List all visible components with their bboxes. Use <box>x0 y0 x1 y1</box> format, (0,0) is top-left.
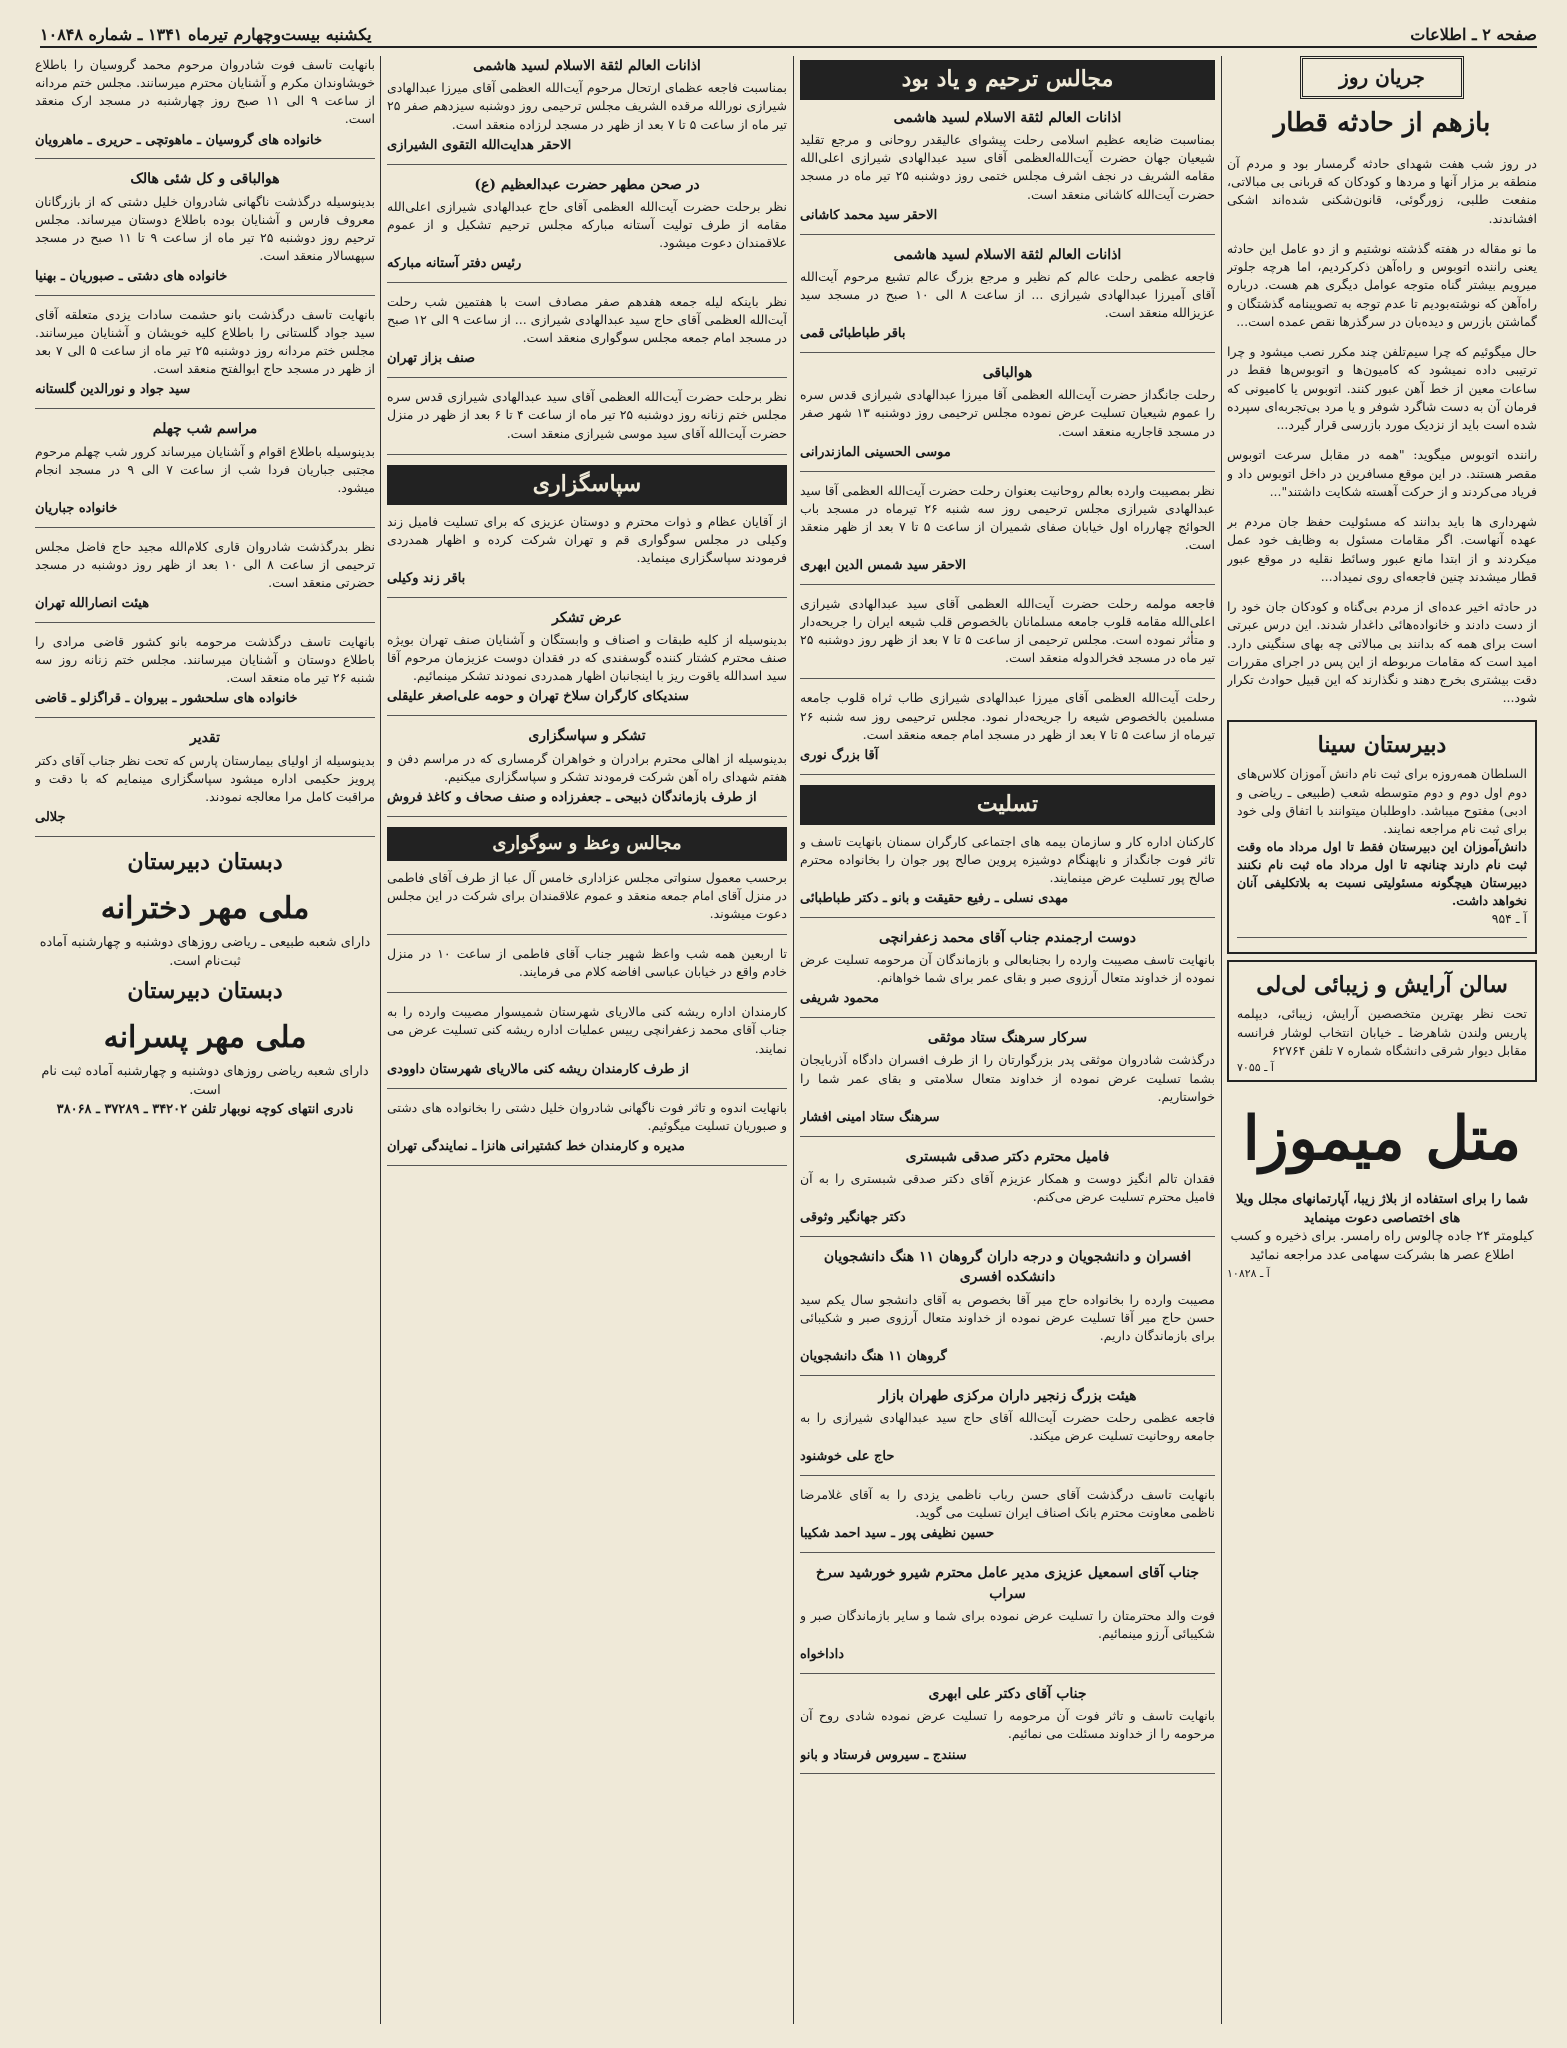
notice <box>387 869 787 935</box>
notice <box>35 538 375 623</box>
notice-signature: خانواده های سلحشور ـ بیروان ـ قراگزلو ـ قاضی <box>35 691 298 707</box>
notice-signature: خانواده های گروسیان ـ ماهوتچی ـ حریری ـ ماهرویان <box>35 132 323 148</box>
notice <box>800 245 1215 354</box>
notice-text: بانهایت اندوه و تاثر فوت ناگهانی شادروان خلیل دشتی را بخانواده های دشتی و صبوریان تسلیت میگوئیم. <box>387 1099 787 1133</box>
thanks-notices <box>387 513 787 817</box>
notice-text: رحلت آیت‌الله العظمی آقای میرزا عبدالهادی شیرازی طاب ثراه قلوب جامعه مسلمین بالخصوص شیعه را جریحه‌دار نمود. مجلس ترحیمی روز سه شنبه ۲۶ تیرماه از ساعت ۵ تا ۷ بعد از ظهر در مسجد امام جمعه منعقد است. <box>800 690 1215 742</box>
ad-hotel-sub: کیلومتر ۲۴ جاده چالوس راه رامسر. برای ذخیره و کسب اطلاع عصر ها بشرکت سهامی عدد مراجعه نمائید <box>1230 1229 1534 1264</box>
notice <box>35 169 375 296</box>
sermon-notices <box>387 869 787 1166</box>
notice-signature: مهدی نسلی ـ رفیع حقیقت و بانو ـ دکتر طباطبائی <box>800 890 1069 906</box>
notice-signature: باقر زند وکیلی <box>387 570 466 586</box>
notice <box>800 363 1215 472</box>
notice-title: اذانات العالم لثقة الاسلام لسید هاشمی <box>473 58 701 74</box>
notice-signature: محمود شریفی <box>800 991 879 1007</box>
notice-signature: آقا بزرگ نوری <box>800 747 879 763</box>
feature-label: جریان روز <box>1300 56 1464 99</box>
notice <box>800 595 1215 680</box>
notice-title: اذانات العالم لثقة الاسلام لسید هاشمی <box>893 109 1122 126</box>
notice-text: نظر بدرگذشت شادروان قاری کلام‌الله مجید حاج فاضل مجلس ترحیمی از ساعت ۸ الی ۱۰ بعد از ظهر روز دوشنبه در مسجد حضرتی منعقد است. <box>35 538 375 591</box>
notice <box>800 1684 1215 1774</box>
notice <box>800 108 1215 235</box>
notice-signature: حسین نظیفی پور ـ سید احمد شکیبا <box>800 1526 995 1542</box>
notice-signature: گروهان ۱۱ هنگ دانشجویان <box>800 1349 947 1364</box>
notice-title: هوالباقی <box>982 365 1033 382</box>
notice-title: دوست ارجمندم جناب آقای محمد زعفرانچی <box>878 929 1136 946</box>
notice-text: از آقایان عظام و ذوات محترم و دوستان عزیزی که برای تسلیت فامیل زند وکیلی در مجلس سوگواری قم و تهران شرکت کرده و اظهار همدردی فرمودند سپاسگزاری مینماید. <box>387 513 787 565</box>
notice <box>35 633 375 718</box>
notice-signature: سرهنگ ستاد امینی افشار <box>800 1109 940 1125</box>
section-banner-thanks: سپاسگزاری <box>387 465 787 505</box>
article-paragraph: راننده اتوبوس میگوید: "همه در مقابل سرعت اتوبوس مقصر هستند. در این موقع مسافرین در داخل اتوبوس داد و فریاد می‌کردند و از حرکت آهسته شکایت داشتند"... <box>1227 447 1537 499</box>
notice-signature: هیئت انصارالله تهران <box>35 596 150 612</box>
section-banner-memorials: مجالس ترحیم و یاد بود <box>800 60 1215 100</box>
notice-signature: جلالی <box>35 809 66 825</box>
notice <box>35 419 375 528</box>
notice-signature: الاحقر سید محمد کاشانی <box>800 207 938 223</box>
notice-text: بانهایت تاسف فوت شادروان مرحوم محمد گروسیان را باطلاع خویشاوندان مکرم و آشنایان محترم میرسانند. مجلس ختم مردانه از ساعت ۹ الی ۱۱ صبح روز چهارشنبه در مسجد ارک منعقد است. <box>35 57 375 127</box>
ad-school-text: السلطان همه‌روزه برای ثبت نام دانش آموزان کلاس‌های دوم اول دوم و دوم متوسطه شعب (طبیعی ـ ریاضی و ادبی) مفتوح میباشد. داوطلبان میتوانند با اتفاق ولی خود برای ثبت نام مراجعه نمایند. <box>1237 766 1527 836</box>
notice-title: جناب آقای اسمعیل عزیزی مدیر عامل محترم شیرو خورشید سرخ سراب <box>815 1565 1200 1602</box>
memorial-notices <box>800 108 1215 775</box>
notice-title: فامیل محترم دکتر صدقی شبستری <box>905 1148 1110 1165</box>
notice-signature: دکتر جهانگیر وثوقی <box>800 1210 906 1226</box>
memorial-notices <box>387 56 787 455</box>
notice <box>35 306 375 409</box>
notice <box>800 833 1215 918</box>
notice-text: بانهایت تاسف مصیبت وارده را بجنابعالی و بازماندگان آن مرحومه تسلیت عرض نموده از خداوند متعال آرزوی صبر و بقای عمر برای شما خواهانم. <box>800 952 1215 986</box>
notice-signature: صنف بزاز تهران <box>387 351 476 367</box>
ad-boys-text: دارای شعبه ریاضی روزهای دوشنبه و چهارشنبه آماده ثبت نام است. <box>41 1064 369 1099</box>
memorial-notices <box>35 56 375 837</box>
article-paragraph: شهرداری ها باید بدانند که مسئولیت حفظ جان مردم بر عهده آنهاست. اگر مقامات مسئول به وظایف خود عمل میکردند و از ابتدا مانع عبور وسائط نقلیه در موقع عبور قطار میشدند چنین فاجعه‌ای روی نمیداد... <box>1227 514 1537 584</box>
notice <box>35 56 375 159</box>
notice-signature: حاج علی خوشنود <box>800 1449 895 1465</box>
notice-text: بدینوسیله از کلیه طبقات و اصناف و وابستگان و آشنایان صنف تهران بویژه صنف محترم کشتار کننده گوسفندی که در فقدان دوست عزیزمان مرحوم آقا سید اسدالله یاقوت ریز با اینجانبان اظهار همدردی نمودند تشکر مینمائیم. <box>387 632 787 684</box>
notice-text: درگذشت شادروان موثقی پدر بزرگوارتان را از طرف افسران دادگاه آذربایجان بشما تسلیت عرض نموده از خداوند متعال سلامتی و بقای عمر شما را خواستاریم. <box>800 1052 1215 1104</box>
section-banner-condolence: تسلیت <box>800 785 1215 825</box>
notice-text: رحلت جانگداز حضرت آیت‌الله العظمی آقا میرزا عبدالهادی شیرازی قدس سره را عموم شیعیان تسلیت عرض نموده مجلس ترحیمی روز دوشنبه ۱۳ شهر صفر در مسجد قاجاریه منعقد است. <box>800 387 1215 439</box>
column-4 <box>35 56 375 2024</box>
ad-salon-code: آ ـ ۷۰۵۵ <box>1237 1060 1274 1074</box>
notice-text: فوت والد محترمتان را تسلیت عرض نموده برای شما و سایر بازماندگان صبر و شکیبائی آرزو مینمائیم. <box>800 1607 1215 1642</box>
notice-signature: الاحقر هدایت‌الله التقوی الشیرازی <box>387 137 572 153</box>
notice-title: مراسم شب چهلم <box>152 421 258 438</box>
column-divider <box>1221 56 1222 2024</box>
ad-school-note: دانش‌آموزان این دبیرستان فقط تا اول مرداد ماه وقت ثبت نام دارند چنانچه تا اول مرداد ماه ثبت نام نکنند دبیرستان هیچگونه مسئولیتی نسبت به بلاتکلیفی آنان نخواهد داشت. <box>1237 838 1527 909</box>
ad-hotel-code: آ ـ ۱۰۸۲۸ <box>1227 1267 1270 1281</box>
notice-text: فقدان تالم انگیز دوست و همکار عزیزم آقای دکتر صدقی شبستری را به آن فامیل محترم تسلیت عرض می‌کنم. <box>800 1170 1215 1205</box>
notice-text: نظر بمصیبت وارده بعالم روحانیت بعنوان رحلت حضرت آیت‌الله العظمی آقا سید عبدالهادی شیرازی مجلس ترحیمی روز سه شنبه ۲۶ تیرماه در مسجد باب الحوائج چهارراه اول خیابان صفای شمیران از ساعت ۵ تا ۷ بعد از ظهر منعقد است. <box>800 482 1215 552</box>
notice-signature: داداخواه <box>800 1647 844 1663</box>
notice <box>387 513 787 598</box>
notice-title: عرض تشکر <box>552 609 622 626</box>
ad-boys-school <box>35 976 375 1120</box>
notice <box>387 56 787 165</box>
ad-girls-title: ملی مهر دخترانه <box>100 890 310 926</box>
masthead-date: یکشنبه بیست‌وچهارم تیرماه ۱۳۴۱ ـ شماره ۱۰۸۴۸ <box>40 24 372 44</box>
notice-signature: از طرف بازماندگان ذبیحی ـ جعفرزاده و صنف صحاف و کاغذ فروش <box>387 789 757 805</box>
notice <box>387 388 787 454</box>
ad-girls-school <box>35 847 375 972</box>
notice-text: بانهایت تاسف درگذشت بانو حشمت سادات یزدی متعلقه آقای سید جواد گلستانی را باطلاع کلیه خویشان و آشنایان میرسانند. مجلس ختم مردانه روز دوشنبه ۲۵ تیر ماه از ساعت ۵ الی ۷ بعد از ظهر در مسجد حاج ابوالفتح منعقد است. <box>35 306 375 377</box>
section-banner-sermons: مجالس وعظ و سوگواری <box>387 827 787 861</box>
notice <box>800 1386 1215 1476</box>
condolence-notices <box>800 833 1215 1775</box>
notice-title: جناب آقای دکتر علی ابهری <box>928 1686 1087 1703</box>
notice-signature: مدیره و کارمندان خط کشتیرانی هانزا ـ نمایندگی تهران <box>387 1138 685 1154</box>
notice-title: هوالباقی و کل شئی هالک <box>130 171 280 188</box>
ad-school-address: نادری انتهای کوچه نوبهار تلفن ۳۴۲۰۲ ـ ۳۷۲۸۹ ـ ۳۸۰۶۸ <box>56 1101 354 1117</box>
notice-title: سرکار سرهنگ ستاد موثقی <box>927 1030 1088 1047</box>
notice-signature: سندیکای کارگران سلاخ تهران و حومه علی‌اصغر علیقلی <box>387 689 689 705</box>
notice-text: مصیبت وارده را بخانواده حاج میر آقا بخصوص به آقای دانشجو سال یکم سید حسن حاج میر آقا تسلیت عرض نموده از خداوند متعال آرزوی صبر و شکیبائی برای بازماندگان داریم. <box>800 1291 1215 1343</box>
notice <box>800 1563 1215 1674</box>
notice-text: بدینوسیله از اولیای بیمارستان پارس که تحت نظر جناب آقای دکتر پرویز حکیمی اداره میشود سپاسگزاری مینمایم که با دقت و مراقبت کامل مرا معالجه نمودند. <box>35 752 375 804</box>
notice-text: بدینوسیله باطلاع اقوام و آشنایان میرساند کرور شب چهلم مرحوم مجتبی جباریان فردا شب از ساعت ۷ الی ۹ در مسجد انجام میشود. <box>35 443 375 495</box>
ad-school <box>1227 720 1537 954</box>
ad-hotel-title: متل میموزا <box>1242 1103 1522 1174</box>
notice <box>387 293 787 378</box>
article-body <box>1227 155 1537 707</box>
ad-school-title: دبیرستان سینا <box>1317 731 1447 758</box>
notice-text: بدینوسیله از اهالی محترم برادران و خواهران گرمساری که در مراسم دفن و هفتم شهدای راه آهن شرکت فرمودند تشکر و سپاسگزاری میکنیم. <box>387 750 787 784</box>
masthead <box>40 22 1537 48</box>
notice-text: برحسب معمول سنواتی مجلس عزاداری خامس آل عبا از طرف آقای فاطمی در منزل آقای امام جمعه منعقد و عموم علاقمندان برای شرکت در این مجلس دعوت میشوند. <box>387 869 787 921</box>
notice <box>800 1147 1215 1237</box>
notice-text: کارکنان اداره کار و سازمان بیمه های اجتماعی کارگران سمنان بانهایت تاسف و تاثر فوت جانگداز و ناپهنگام دوشیزه پروین صالح پور جوان را بخانواده محترم صالح پور تسلیت عرض مینمایند. <box>800 833 1215 885</box>
notice-text: بمناسبت فاجعه عظمای ارتحال مرحوم آیت‌الله العظمی آقای میرزا عبدالهادی شیرازی نورالله مرقده الشریف مجلس ترحیمی روز دوشنبه سیزدهم صفر ۲۵ تیر ماه از ساعت ۵ تا ۷ بعد از ظهر در مسجد لرزاده منعقد است. <box>387 80 787 132</box>
ad-boys-label: دبستان دبیرستان <box>127 977 283 1004</box>
notice-text: نظر برحلت حضرت آیت‌الله العظمی آقای سید عبدالهادی شیرازی قدس سره مجلس ختم زنانه روز دوشنبه ۲۵ تیر ماه از ساعت ۴ تا ۶ بعد از ظهر در منزل حضرت آیت‌الله آقای سید موسی شیرازی منعقد است. <box>387 389 787 441</box>
column-3 <box>387 56 787 2024</box>
notice-signature: الاحقر سید شمس الدین ابهری <box>800 558 967 574</box>
notice-text: نظر باینکه لیله جمعه هفدهم صفر مصادف است با هفتمین شب رحلت آیت‌الله العظمی آقای حاج سید عبدالهادی شیرازی ... از ساعت ۹ الی ۱۲ صبح در مسجد امام جمعه مجلس سوگواری منعقد است. <box>387 294 787 346</box>
notice <box>387 1099 787 1166</box>
notice-text: فاجعه عظمی رحلت حضرت آیت‌الله آقای حاج سید عبدالهادی شیرازی را به جامعه روحانیت تسلیت عرض میکند. <box>800 1410 1215 1444</box>
ad-salon-title: سالن آرایش و زیبائی لی‌لی <box>1256 971 1508 998</box>
notice-text: فاجعه مولمه رحلت حضرت آیت‌الله العظمی آقای سید عبدالهادی شیرازی اعلی‌الله مقامه قلوب جامعه مسلمانان بالخصوص قلب شیعه ایران را جریحه‌دار و متأثر نموده است. مجلس ترحیمی از ساعت ۵ تا ۷ بعد از ظهر روز دوشنبه ۲۵ تیر ماه در مسجد فخرالدوله منعقد است. <box>800 595 1215 666</box>
ad-salon <box>1227 960 1537 1082</box>
notice <box>800 482 1215 585</box>
notice-title: تشکر و سپاسگزاری <box>528 728 646 745</box>
notice-text: نظر برحلت حضرت آیت‌الله العظمی آقای حاج عبدالهادی شیرازی اعلی‌الله مقامه از طرف تولیت آستانه مبارکه مجلس ترحیم تشکیل و از عموم علاقمندان دعوت میشود. <box>387 198 787 251</box>
ad-boys-title: ملی مهر پسرانه <box>103 1019 307 1055</box>
notice <box>387 945 787 993</box>
notice-text: بانهایت تاسف و تاثر فوت آن مرحومه را تسلیت عرض نموده شادی روح آن مرحومه را از خداوند مسئلت می نمائیم. <box>800 1708 1215 1742</box>
column-divider <box>793 56 794 2024</box>
ad-hotel <box>1227 1096 1537 1282</box>
notice-signature: سید جواد و نورالدین گلستانه <box>35 382 191 398</box>
notice <box>35 728 375 837</box>
notice-signature: باقر طباطبائی قمی <box>800 326 906 342</box>
ad-girls-label: دبستان دبیرستان <box>127 848 283 875</box>
article-paragraph: حال میگوئیم که چرا سیم‌تلفن چند مکرر نصب میشود و چرا ترتیبی داده نمیشود که کامیون‌ها و اتوبوس‌ها فقط در ساعات معین از خط آهن عبور کنند. اتوبوس یا کامیونی که فرمان آن به دست شاگرد شوفر و یا مرد بی‌تجربه‌ای سپرده شده است باید از نزدیک مورد بازرسی قرار گیرد... <box>1227 344 1537 432</box>
notice <box>800 928 1215 1018</box>
notice-signature: از طرف کارمندان ریشه کنی مالاریای شهرستان داوودی <box>387 1061 689 1077</box>
article-paragraph: در حادثه اخیر عده‌ای از مردم بی‌گناه و کودکان جان خود را از دست دادند و خانواده‌هائی داغدار شدند. این درس عبرتی است برای همه که بدانند بی مبالاتی چه بهای سنگینی دارد. امید است که مقامات مربوطه از این پس در اجرای مقررات دقت بیشتری بخرج دهند و نگذارند که این قبیل حوادث تکرار شود... <box>1227 599 1537 705</box>
column-divider <box>380 56 381 2024</box>
notice <box>387 608 787 717</box>
notice-signature: رئیس دفتر آستانه مبارکه <box>387 256 522 272</box>
article-paragraph: در روز شب هفت شهدای حادثه گرمسار بود و مردم آن منطقه بر مزار آنها و مردها و کودکان که قربانی بی مبالاتی، منفعت طلبی، زورگوئی، قانون‌شکنی شده‌اند اشکی افشاندند. <box>1227 156 1537 226</box>
notice-text: تا اربعین همه شب واعظ شهیر جناب آقای فاطمی از ساعت ۱۰ در منزل خادم واقع در خیابان عباسی افاضه کلام می فرمایند. <box>387 946 787 980</box>
ad-salon-text: تحت نظر بهترین متخصصین آرایش، زیبائی، دیپلمه پاریس ولندن شاهرضا ـ خیابان انتخاب لوشار فرانسه مقابل دیوار شرقی دانشگاه شماره ۷ تلفن ۶۲۷۶۴ <box>1237 1006 1527 1058</box>
notice <box>387 175 787 284</box>
notice-title: اذانات العالم لثقة الاسلام لسید هاشمی <box>893 246 1122 263</box>
notice-text: فاجعه عظمی رحلت عالم کم نظیر و مرجع بزرگ عالم تشیع مرحوم آیت‌الله آقای آمیرزا عبدالهادی شیرازی ... از ساعت ۸ الی ۱۰ صبح در مسجد سید عزیزالله منعقد است. <box>800 268 1215 321</box>
notice <box>800 1486 1215 1553</box>
notice-title: تقدیر <box>190 730 220 747</box>
notice-text: بمناسبت ضایعه عظیم اسلامی رحلت پیشوای عالیقدر روحانی و مرجع تقلید شیعیان جهان حضرت آیت‌الله‌العظمی آقای سید عبدالهادی شیرازی اعلی‌الله مقامه الشریف در نجف اشرف مجلس ختمی روز دوشنبه ۲۵ تیر ماه در مسجد حضرت آیت‌الله کاشانی منعقد است. <box>800 132 1215 202</box>
notice-text: کارمندان اداره ریشه کنی مالاریای شهرستان شمیسوار مصیبت وارده را به جناب آقای محمد زعفرانچی رییس عملیات اداره ریشه کنی تسلیت عرض می نمایند. <box>387 1004 787 1056</box>
notice-title: هیئت بزرگ زنجیر داران مرکزی طهران بازار <box>878 1387 1137 1404</box>
notice <box>387 726 787 816</box>
ad-girls-text: دارای شعبه طبیعی ـ ریاضی روزهای دوشنبه و چهارشنبه آماده ثبت‌نام است. <box>39 935 371 970</box>
notice-text: بانهایت تاسف درگذشت مرحومه بانو کشور قاضی مرادی را باطلاع دوستان و آشنایان میرسانند. مجلس ختم زنانه روز سه شنبه ۲۶ تیر ماه منعقد است. <box>35 634 375 686</box>
notice-title: در صحن مطهر حضرت عبدالعظیم (ع) <box>474 176 700 193</box>
notice-title: افسران و دانشجویان و درجه داران گروهان ۱۱ هنگ دانشجویان دانشکده افسری <box>823 1249 1192 1286</box>
notice-signature: سنندج ـ سیروس فرستاد و بانو <box>800 1747 967 1763</box>
ad-school-code: آ ـ ۹۵۴ <box>1237 910 1527 937</box>
masthead-page-label: صفحه ۲ ـ اطلاعات <box>1410 24 1537 44</box>
notice-text: بدینوسیله درگذشت ناگهانی شادروان خلیل دشتی که از بازرگانان معروف فارس و آشنایان بوده باطلاع دوستان میرساند. مجلس ترحیم روز دوشنبه ۲۵ تیر ماه از ساعت ۹ تا ۱۱ صبح در مسجد سپهسالار منعقد است. <box>35 193 375 264</box>
column-1 <box>1227 56 1537 2024</box>
article-paragraph: ما نو مقاله در هفته گذشته نوشتیم و از دو عامل این حادثه یعنی راننده اتوبوس و راه‌آهن ذکرکردیم، اما هرچه جلوتر میرویم بیشتر گناه متوجه عوامل دیگری هم هست. درباره راه‌آهن که نوشته‌بودیم تا عدم توجه به تصویبنامه گذشتگان و گماشتن بازرس و دیده‌بان در سرگذرها نقص عمده است... <box>1227 241 1537 329</box>
notice <box>387 1003 787 1088</box>
notice <box>800 1028 1215 1137</box>
notice-signature: خانواده جباریان <box>35 501 118 516</box>
notice <box>800 689 1215 774</box>
notice-text: بانهایت تاسف درگذشت آقای حسن رباب ناظمی یزدی را به آقای غلامرضا ناظمی معاونت محترم بانک اصناف ایران تسلیت می گوید. <box>800 1487 1215 1521</box>
notice-signature: خانواده های دشتی ـ صبوریان ـ بهنیا <box>35 269 228 285</box>
column-2 <box>800 56 1215 2024</box>
ad-hotel-text: شما را برای استفاده از بلاژ زیبا، آپارتمانهای مجلل ویلا های اختصاصی دعوت مینماید <box>1235 1191 1529 1226</box>
headline: بازهم از حادثه قطار <box>1273 108 1491 138</box>
notice <box>800 1247 1215 1376</box>
notice-signature: موسی الحسینی المازندرانی <box>800 444 951 460</box>
